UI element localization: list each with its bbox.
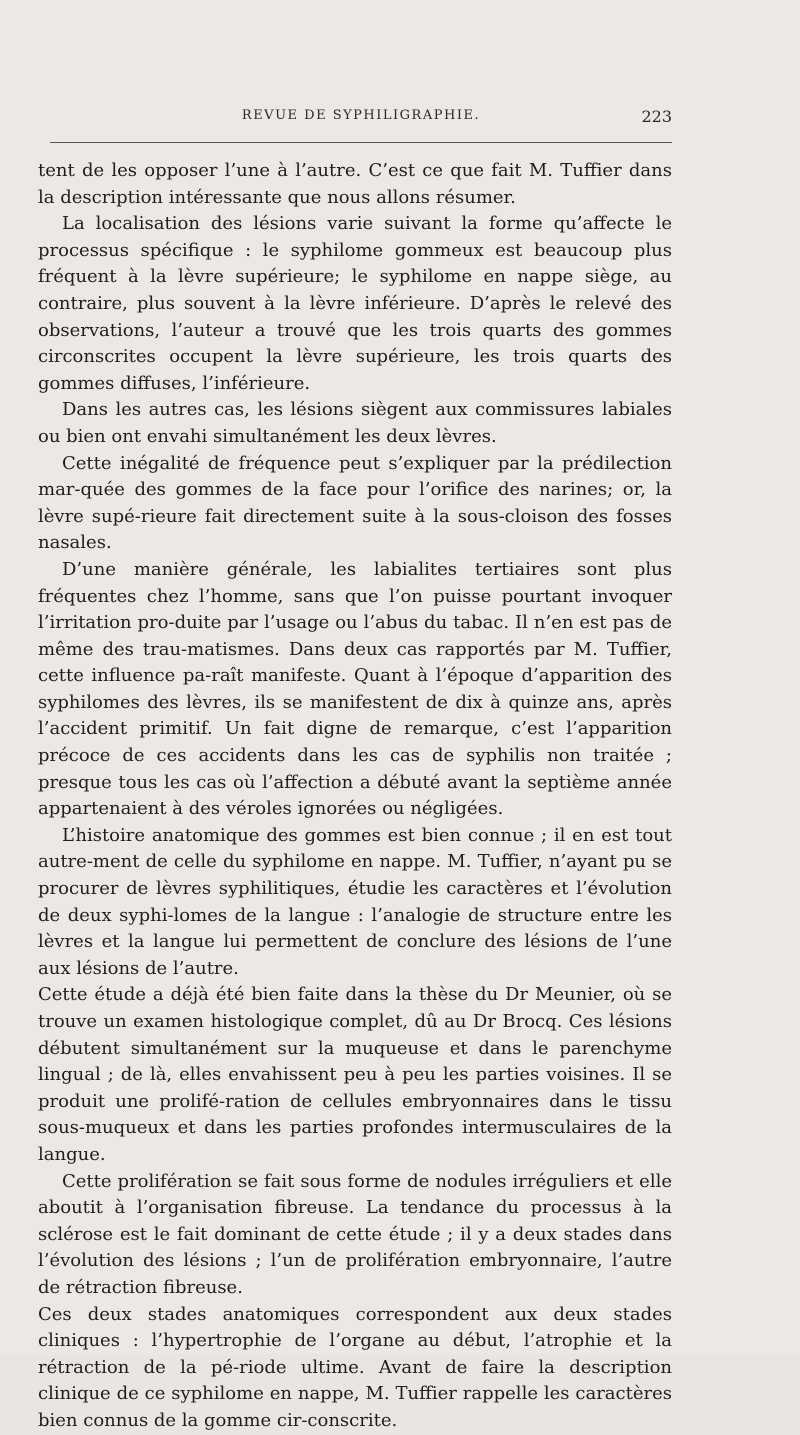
paragraph-5: D’une manière générale, les labialites tertiaires sont plus fréquentes chez l’homme, sans que l’on puisse pourtant invoquer l’irritation pro-duite par l’usage ou l’abus du tabac. Il n’en est pas de même des trau-matismes. Dans deux cas rapportés par M. Tuffier, cette influence pa-raît manifeste. Quant à l’époque d’apparition des syphilomes des lèvres, ils se manifestent de dix à quinze ans, après l’accident primitif. Un fait digne de remarque, c’est l’apparition précoce de ces accidents dans les cas de syphilis non traitée ; presque tous les cas où l’affection a débuté avant la septième année appartenaient à des véroles ignorées ou négligées.: [38, 558, 672, 820]
paragraph-7: Cette étude a déjà été bien faite dans la thèse du Dr Meunier, où se trouve un examen histologique complet, dû au Dr Brocq. Ces lésions débutent simultanément sur la muqueuse et dans le parenchyme lingual ; de là, elles envahissent peu à peu les parties voisines. Il se produit une prolifé-ration de cellules embryonnaires dans le tissu sous-muqueux et dans les parties profondes intermusculaires de la langue.: [38, 984, 672, 1165]
page-header: [50, 108, 672, 132]
header-rule: [50, 142, 672, 143]
paragraph-4: Cette inégalité de fréquence peut s’expliquer par la prédilection mar-quée des gommes de la face pour l’orifice des narines; or, la lèvre supé-rieure fait directement suite à la sous-cloison des fosses nasales.: [38, 452, 672, 554]
body-text: [38, 158, 672, 1435]
paragraph-3: Dans les autres cas, les lésions siègent aux commissures labiales ou bien ont envahi simultanément les deux lèvres.: [38, 399, 672, 447]
paragraph-8: Cette prolifération se fait sous forme de nodules irréguliers et elle aboutit à l’organisation fibreuse. La tendance du processus à la sclérose est le fait dominant de cette étude ; il y a deux stades dans l’évolution des lésions ; l’un de prolifération embryonnaire, l’autre de rétraction fibreuse.: [38, 1170, 672, 1298]
paragraph-2: La localisation des lésions varie suivant la forme qu’affecte le processus spécifique : le syphilome gommeux est beaucoup plus fréquent à la lèvre supérieure; le syphilome en nappe siège, au contraire, plus souvent à la lèvre inférieure. D’après le relevé des observations, l’auteur a trouvé que les trois quarts des gommes circonscrites occupent la lèvre supérieure, les trois quarts des gommes diffuses, l’inférieure.: [38, 213, 672, 394]
running-title: REVUE DE SYPHILIGRAPHIE.: [241, 108, 481, 123]
paragraph-9: Ces deux stades anatomiques correspondent aux deux stades cliniques : l’hypertrophie de l’organe au début, l’atrophie et la rétraction de la pé-riode ultime. Avant de faire la description clinique de ce syphilome en nappe, M. Tuffier rappelle les caractères bien connus de la gomme cir-conscrite.: [38, 1303, 672, 1431]
page-number: 223: [641, 107, 672, 126]
paragraph-6: L’histoire anatomique des gommes est bien connue ; il en est tout autre-ment de celle du syphilome en nappe. M. Tuffier, n’ayant pu se procurer de lèvres syphilitiques, étudie les caractères et l’évolution de deux syphi-lomes de la langue : l’analogie de structure entre les lèvres et la langue lui permettent de conclure des lésions de l’une aux lésions de l’autre.: [38, 824, 672, 979]
paragraph-1: tent de les opposer l’une à l’autre. C’est ce que fait M. Tuffier dans la description intéressante que nous allons résumer.: [38, 160, 672, 208]
